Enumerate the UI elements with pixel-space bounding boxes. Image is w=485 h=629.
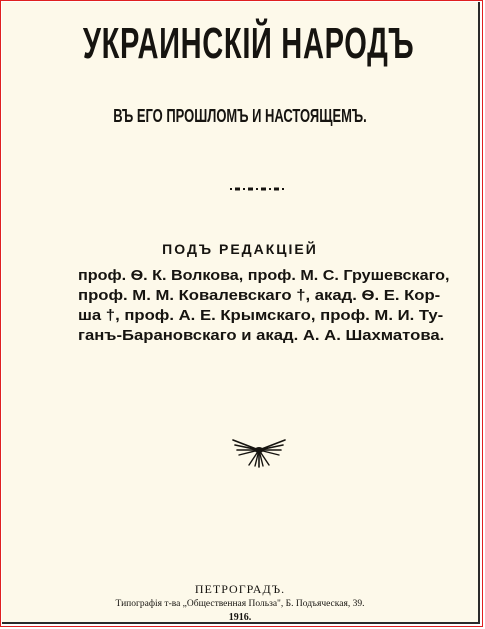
editors-block	[78, 266, 450, 346]
book-subtitle: ВЪ ЕГО ПРОШЛОМЪ И НАСТОЯЩЕМЪ.	[113, 106, 367, 126]
publication-year: 1916.	[228, 612, 252, 623]
editorship-label: ПОДЪ РЕДАКЦІЕЙ	[162, 241, 318, 257]
editors-line: проф. Ѳ. К. Волкова, проф. М. С. Грушевскаго,	[78, 268, 450, 284]
editors-line: ша †, проф. А. Е. Крымскаго, проф. М. И. Ту-	[78, 308, 444, 324]
dotted-rule-ornament-icon	[228, 186, 288, 192]
editors-line: проф. М. М. Ковалевскаго †, акад. Ѳ. Е. Кор-	[78, 288, 441, 304]
fleuron-fan-ornament-icon	[231, 436, 287, 468]
publication-city: ПЕТРОГРАДЪ.	[194, 582, 286, 596]
editors-line: ганъ-Барановскаго и акад. А. А. Шахматова.	[78, 328, 445, 344]
book-title: УКРАИНСКІЙ НАРОДЪ	[82, 19, 415, 68]
printer-line: Типографія т-ва „Общественная Польза", Б. Подъяческая, 39.	[115, 599, 365, 609]
title-page	[2, 2, 480, 624]
